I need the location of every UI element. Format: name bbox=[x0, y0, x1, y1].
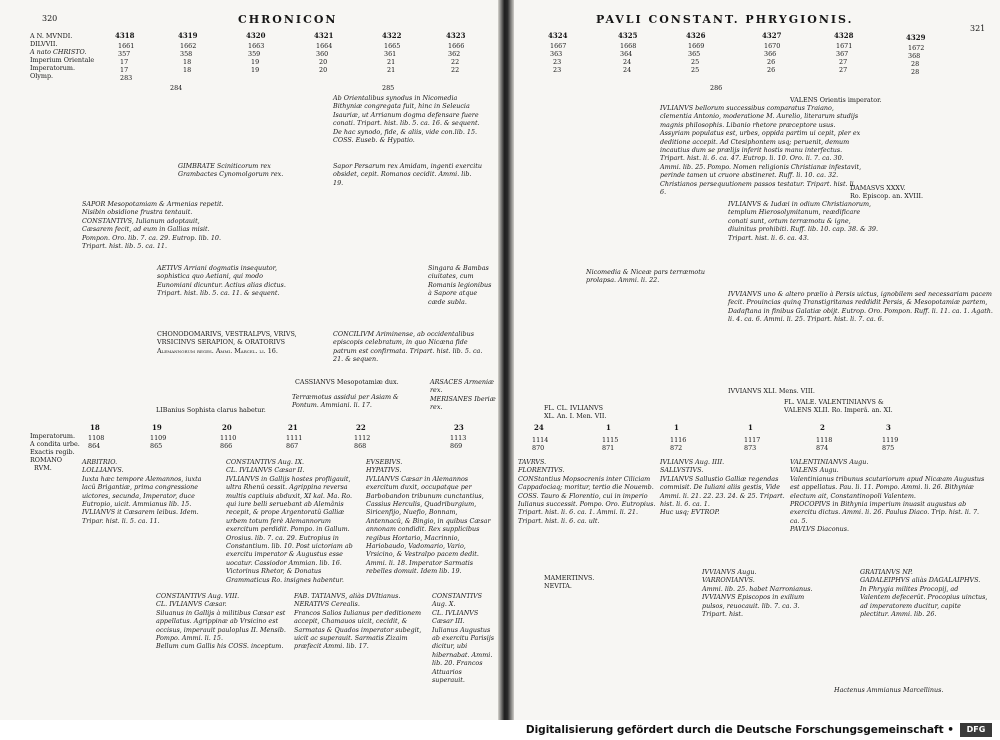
entry-synodus: Ab Orientalibus synodus in Nicomedia Bithyniæ congregata fuit, hinc in Seleucia Isauriæ, ut Arrianum dogma defensare fuere conati. Tripart. hist. lib. 5. ca. 16. & sequent. De hac synodo, fide, & aliis, vide con.lib. 15. COSS. Euseb. & Hypatio. bbox=[333, 94, 480, 145]
cell: 19 bbox=[251, 58, 260, 66]
label-nato-christo: A nato CHRISTO. bbox=[30, 48, 87, 56]
year: 4321 bbox=[314, 31, 334, 40]
cell: 366 bbox=[764, 50, 777, 58]
n: 24 bbox=[534, 423, 544, 432]
label-imperatorum: Imperatorum. bbox=[30, 64, 75, 72]
cell: 873 bbox=[744, 444, 757, 452]
year: 4323 bbox=[446, 31, 466, 40]
cell: 1664 bbox=[316, 42, 333, 50]
label-imperium-orientale: Imperium Orientale bbox=[30, 56, 95, 64]
entry-singara: Singara & Bambas ciuitates, cum Romanis legionibus à Sapore atque cæde subla. bbox=[428, 264, 492, 306]
entry-fl-vale: FL. VALE. VALENTINIANVS & VALENS XLII. Ro. Imperâ. an. XI. bbox=[784, 398, 893, 415]
cell: 869 bbox=[450, 442, 463, 450]
cell: 21 bbox=[387, 66, 396, 74]
cell: 1111 bbox=[286, 434, 303, 442]
cell: 361 bbox=[384, 50, 397, 58]
cell: 368 bbox=[908, 52, 921, 60]
cell: 1666 bbox=[448, 42, 465, 50]
cell: 868 bbox=[354, 442, 367, 450]
n: 1 bbox=[748, 423, 753, 432]
entry-aetius: AETIVS Arriani dogmatis insequutor, sophistica quo Aetiani, qui modo Eunomiani dicuntur. Actius alias dictus. Tripart. hist. lib. 5. ca. 11. & sequent. bbox=[157, 264, 286, 298]
entry-valens: VALENS Orientis imperator. bbox=[790, 96, 882, 104]
cell: 17 bbox=[120, 66, 129, 74]
cell: 1108 bbox=[88, 434, 105, 442]
entry-constantius-x: CONSTANTIVS Aug. X. CL. IVLIANVS Cæsar III. Iulianus Augustus ab exercitu Parisijs dicitur, ubi hibernabat. Ammi. lib. 20. Francos Attuarios superauit. bbox=[432, 592, 494, 685]
entry-iuuianus-uno: IVVIANVS uno & altero prælio à Persis uictus, ignobilem sed necessariam pacem fecit. Prouincias quinq Transtigritanas reddidit Persis, & Mesopotamiæ partem, Dadaftana in finibus Galatiæ obijt. Eutrop. Oro. Pompon. Ruff. li. 11. ca. 1. Agath. li. 4. ca. 6. Ammi. li. 25. Tripart. hist. li. 7. ca. 6. bbox=[728, 290, 993, 324]
cell: 1113 bbox=[450, 434, 467, 442]
cell: 27 bbox=[839, 66, 848, 74]
left-running-head: CHRONICON bbox=[238, 13, 338, 26]
cell: 24 bbox=[623, 66, 632, 74]
cell: 27 bbox=[839, 58, 848, 66]
label-imperatorum: Imperatorum. bbox=[30, 432, 75, 440]
entry-nicomedia: Nicomedia & Niceæ pars terræmotu prolapsa. Ammi. li. 22. bbox=[586, 268, 705, 285]
cell: 365 bbox=[688, 50, 701, 58]
entry-chonodomarius: CHONODOMARIVS, VESTRALPVS, VRIVS, VRSICINVS SERAPION, & ORATORIVS Alemannorum reges. Ammi. Marcel. li. 16. bbox=[157, 330, 297, 355]
year: 4325 bbox=[618, 31, 638, 40]
cell: 1672 bbox=[908, 44, 925, 52]
entry-terremotus: Terræmotus assidui per Asiam & Pontum. Ammiani. li. 17. bbox=[292, 393, 399, 410]
cell: 1112 bbox=[354, 434, 371, 442]
cell: 1661 bbox=[118, 42, 135, 50]
cell: 864 bbox=[88, 442, 101, 450]
year: 4329 bbox=[906, 33, 926, 42]
entry-taurus: TAVRVS. FLORENTIVS. CONStantius Mopsocrenis inter Ciliciam Cappadociaq; moritur, tertio die Nouemb. COSS. Tauro & Florentio, cui in imperio Iulianus successit. Pompo. Oro. Eutropius. Tripart. hist. li. 6. ca. 1. Ammi. li. 21. Tripart. hist. li. 6. ca. ult. bbox=[518, 458, 656, 525]
cell: 1671 bbox=[836, 42, 853, 50]
entry-constantius-viii: CONSTANTIVS Aug. VIII. CL. IVLIANVS Cæsar. Siluanus in Gallijs à militibus Cæsar est appellatus. Agrippinæ ab Vrsicino est occisus, imperauit pauloplus II. Mensib. Pompo. Ammi. li. 15. Bellum cum Gallis his COSS. inceptum. bbox=[156, 592, 286, 651]
label-romano: ROMANO bbox=[30, 456, 63, 464]
dfg-logo: DFG bbox=[960, 723, 992, 737]
cell: 875 bbox=[882, 444, 895, 452]
cell: 283 bbox=[120, 74, 133, 82]
cell: 1119 bbox=[882, 436, 899, 444]
cell: 1116 bbox=[670, 436, 687, 444]
entry-sapor-mesopotamia: SAPOR Mesopotamiam & Armenias repetit. Nisibin obsidione frustra tentauit. CONSTANTIVS, Iulianum adoptauit, Cæsarem fecit, ad eum in Gallias misit. Pompon. Oro. lib. 7. ca. 29. Eutrop. lib. 10. Tripart. hist. lib. 5. ca. 11. bbox=[82, 200, 224, 251]
entry-fl-cl-iulianus: FL. CL. IVLIANVS XL. An. I. Men. VII. bbox=[544, 404, 607, 421]
footer-text: Digitalisierung gefördert durch die Deutsche Forschungsgemeinschaft • bbox=[525, 724, 954, 736]
entry-eusebius: EVSEBIVS. HYPATIVS. IVLIANVS Cæsar in Alemannos exercitum duxit, occupatque per Barbobandon tribunum cunctantius, Cassius Herculis, Quadriburgium, Siricenfijo, Nuefio, Bonnam, Antennacû, & Bingio, in quibus Cæsar annonam condidit. Rex supplicibus regibus Hortario, Macrinnio, Hariobaudo, Vadomario, Vario, Vrsicino, & Vestralpo pacem dedit. Ammi. li. 18. Imperator Sarmatis rebelles domuit. Idem lib. 19. bbox=[366, 458, 491, 576]
entry-arsaces: ARSACES Armeniæ rex. MERISANES Iberiæ rex. bbox=[430, 378, 496, 412]
cell: 286 bbox=[710, 84, 723, 92]
cell: 28 bbox=[911, 68, 920, 76]
cell: 865 bbox=[150, 442, 163, 450]
n: 19 bbox=[152, 423, 162, 432]
cell: 20 bbox=[319, 66, 328, 74]
entry-iuuianus-xli: IVVIANVS XLI. Mens. VIII. bbox=[728, 387, 815, 395]
year: 4326 bbox=[686, 31, 706, 40]
cell: 21 bbox=[387, 58, 396, 66]
n: 2 bbox=[820, 423, 825, 432]
entry-iulianus-bellorum: IVLIANVS bellorum successibus comparatus Traiano, clementia Antonio, moderatione M. Aurelio, literarum studijs magnis philosophis. Libanio rhetore præceptore usus. Assyriam populatus est, urbes, oppida partim ui cepit, pler ex deditione accepit. Ad Ctesiphontem usq; peruenit, demum incautius dum se prælijs inferit hostis manu interfectus. Tripart. hist. li. 6. ca. 47. Eutrop. li. 10. Oro. li. 7. ca. 30. Ammi. lib. 25. Pompo. Nomen religionis Christianæ infestavit, perinde tamen ut cruore abstineret. Ruff. li. 10. ca. 32. Christianos persequutionem passos testatur. Tripart. hist. li. 6. bbox=[660, 104, 862, 197]
cell: 872 bbox=[670, 444, 683, 452]
cell: 26 bbox=[767, 58, 776, 66]
cell: 364 bbox=[620, 50, 633, 58]
entry-concilium: CONCILIVM Ariminense, ab occidentalibus episcopis celebratum, in quo Nicæna fide patrum est confirmata. Tripart. hist. lib. 5. ca. 21. & sequen. bbox=[333, 330, 483, 364]
label-diluvii: DILVVII. bbox=[30, 40, 58, 48]
cell: 1662 bbox=[180, 42, 197, 50]
cell: 285 bbox=[382, 84, 395, 92]
cell: 19 bbox=[251, 66, 260, 74]
cell: 357 bbox=[118, 50, 131, 58]
entry-damasus: DAMASVS XXXV. Ro. Episcop. an. XVIII. bbox=[850, 184, 924, 201]
cell: 359 bbox=[248, 50, 261, 58]
n: 18 bbox=[90, 423, 100, 432]
cell: 1669 bbox=[688, 42, 705, 50]
cell: 867 bbox=[286, 442, 299, 450]
cell: 23 bbox=[553, 58, 562, 66]
cell: 18 bbox=[183, 66, 192, 74]
entry-gimbrate: GIMBRATE Sciniticorum rex Grambactes Cynomolgorum rex. bbox=[178, 162, 284, 179]
cell: 23 bbox=[553, 66, 562, 74]
right-page-number: 321 bbox=[970, 24, 986, 33]
cell: 22 bbox=[451, 66, 460, 74]
year: 4320 bbox=[246, 31, 266, 40]
cell: 871 bbox=[602, 444, 615, 452]
cell: 367 bbox=[836, 50, 849, 58]
entry-iulianus-aug: IVLIANVS Aug. IIII. SALLVSTIVS. IVLIANVS Sallustio Galliæ regendas commisit. De Iuliani aliis gestis, Vide Ammi. li. 21. 22. 23. 24. & 25. Tripart. hist. li. 6. ca. 1. Huc usq; EVTROP. bbox=[660, 458, 785, 517]
n: 21 bbox=[288, 423, 298, 432]
cell: 866 bbox=[220, 442, 233, 450]
entry-iuuianus-aug: IVVIANVS Augu. VARRONIANVS. Ammi. lib. 25. habet Narronianus. IVVIANVS Episcopos in exilium pulsos, reuocauit. lib. 7. ca. 3. Tripart. hist. bbox=[702, 568, 813, 619]
year: 4324 bbox=[548, 31, 568, 40]
cell: 24 bbox=[623, 58, 632, 66]
cell: 363 bbox=[550, 50, 563, 58]
cell: 1667 bbox=[550, 42, 567, 50]
cell: 1117 bbox=[744, 436, 761, 444]
cell: 1665 bbox=[384, 42, 401, 50]
cell: 25 bbox=[691, 66, 700, 74]
cell: 1118 bbox=[816, 436, 833, 444]
entry-arbitrio: ARBITRIO. LOLLIANVS. Iuxta hæc tempore Alemannos, iuxta lacû Brigantiæ, prima congressione uictores, secunda, Imperator, duce Eutropio, uicit. Ammianus lib. 15. IVLIANVS it Cæsarem leibus. Idem. Tripar. hist. li. 5. ca. 11. bbox=[82, 458, 202, 525]
n: 1 bbox=[606, 423, 611, 432]
cell: 284 bbox=[170, 84, 183, 92]
cell: 362 bbox=[448, 50, 461, 58]
label-anno-mundi: A N. MVNDI. bbox=[30, 32, 73, 40]
entry-hactenus: Hactenus Ammianus Marcellinus. bbox=[834, 686, 944, 694]
entry-gratianus: GRATIANVS NP. GADALEIPHVS aliàs DAGALAIPHVS. In Phrygia milites Procopij, ad Valentem defecerût. Procopius uinctus, ad imperatorem ducitur, capite plectitur. Ammi. lib. 26. bbox=[860, 568, 988, 619]
cell: 22 bbox=[451, 58, 460, 66]
entry-mamertinus: MAMERTINVS. NEVITA. bbox=[544, 574, 595, 591]
year: 4319 bbox=[178, 31, 198, 40]
year: 4327 bbox=[762, 31, 782, 40]
digitization-footer bbox=[0, 720, 1000, 740]
cell: 874 bbox=[816, 444, 829, 452]
cell: 358 bbox=[180, 50, 193, 58]
n: 20 bbox=[222, 423, 232, 432]
book-gutter bbox=[498, 0, 514, 720]
cell: 1670 bbox=[764, 42, 781, 50]
year: 4328 bbox=[834, 31, 854, 40]
cell: 1109 bbox=[150, 434, 167, 442]
right-running-head: PAVLI CONSTANT. PHRYGIONIS. bbox=[596, 13, 854, 26]
n: 3 bbox=[886, 423, 891, 432]
n: 1 bbox=[674, 423, 679, 432]
year: 4322 bbox=[382, 31, 402, 40]
entry-iulianus-iudaei: IVLIANVS & Iudæi in odium Christianorum, templum Hierosolymitanum, reædificare conati sunt, ortum terræmotu & igne, diuinitus prohibiti. Ruff. lib. 10. cap. 38. & 39. Tripart. hist. li. 6. ca. 43. bbox=[728, 200, 878, 242]
cell: 28 bbox=[911, 60, 920, 68]
cell: 870 bbox=[532, 444, 545, 452]
year: 4318 bbox=[115, 31, 135, 40]
cell: 1668 bbox=[620, 42, 637, 50]
left-page-number: 320 bbox=[42, 14, 58, 23]
n: 23 bbox=[454, 423, 464, 432]
entry-sapor-amidam: Sapor Persarum rex Amidam, ingenti exercitu obsidet, cepit. Romanos cecidit. Ammi. lib. 19. bbox=[333, 162, 482, 187]
cell: 18 bbox=[183, 58, 192, 66]
n: 22 bbox=[356, 423, 366, 432]
entry-valentinianus: VALENTINIANVS Augu. VALENS Augu. Valentinianus tribunus scutariorum apud Nicæam Augustus est appellatus. Pau. li. 11. Pompo. Ammi. li. 26. Bithyniæ electum ait, Constantinopoli Valentem. PROCOPIVS in Bithynia imperium inuasit augustus ab exercitu dictus. Ammi. li. 26. Paulus Diaco. Trip. hist. li. 7. ca. 5. PAVLVS Diaconus. bbox=[790, 458, 985, 534]
cell: 360 bbox=[316, 50, 329, 58]
left-page bbox=[0, 0, 498, 720]
cell: 1114 bbox=[532, 436, 549, 444]
cell: 17 bbox=[120, 58, 129, 66]
cell: 25 bbox=[691, 58, 700, 66]
entry-cassianus: CASSIANVS Mesopotamiæ dux. bbox=[295, 378, 399, 386]
cell: 1110 bbox=[220, 434, 237, 442]
label-condita-urbe: A condita urbe. bbox=[30, 440, 80, 448]
label-exactis-regib: Exactis regib. bbox=[30, 448, 75, 456]
right-page bbox=[514, 0, 1000, 720]
label-olymp: Olymp. bbox=[30, 72, 54, 80]
cell: 20 bbox=[319, 58, 328, 66]
entry-fab-tatianus: FAB. TATIANVS, aliàs DVItianus. NERATIVS Cerealis. Francos Salios Iulianus per deditionem accepit, Chamauos uicit, cecidit, & Sarmatas & Quados imperator subegit, uicit ac superauit. Sarmatis Zizaim præfecit Ammi. lib. 17. bbox=[294, 592, 422, 651]
cell: 1115 bbox=[602, 436, 619, 444]
entry-libanius: LIBanius Sophista clarus habetur. bbox=[156, 406, 266, 414]
label-rum: RVM. bbox=[34, 464, 52, 472]
cell: 1663 bbox=[248, 42, 265, 50]
cell: 26 bbox=[767, 66, 776, 74]
entry-constantius-ix: CONSTANTIVS Aug. IX. CL. IVLIANVS Cæsar II. IVLIANVS in Gallijs hostes profligauit, ultra Rhenû cessit. Agrippina reversa multis captiuis abduxit, XI kal. Ma. Ro. qui iure belli seruebant ab Alemânis recepit, & prope Argentoratû Galliæ urbem totum ferè Alemannorum exercitum perdidit. Pompo. in Gallum. Orosius. lib. 7. ca. 29. Eutropius in Constantium. lib. 10. Post uictoriam ab exercitu imperator & Augustus esse uocatur. Cassiodor Ammian. lib. 16. Victorinus Rhetor, & Donatus Grammaticus Ro. insignes habentur. bbox=[226, 458, 353, 584]
